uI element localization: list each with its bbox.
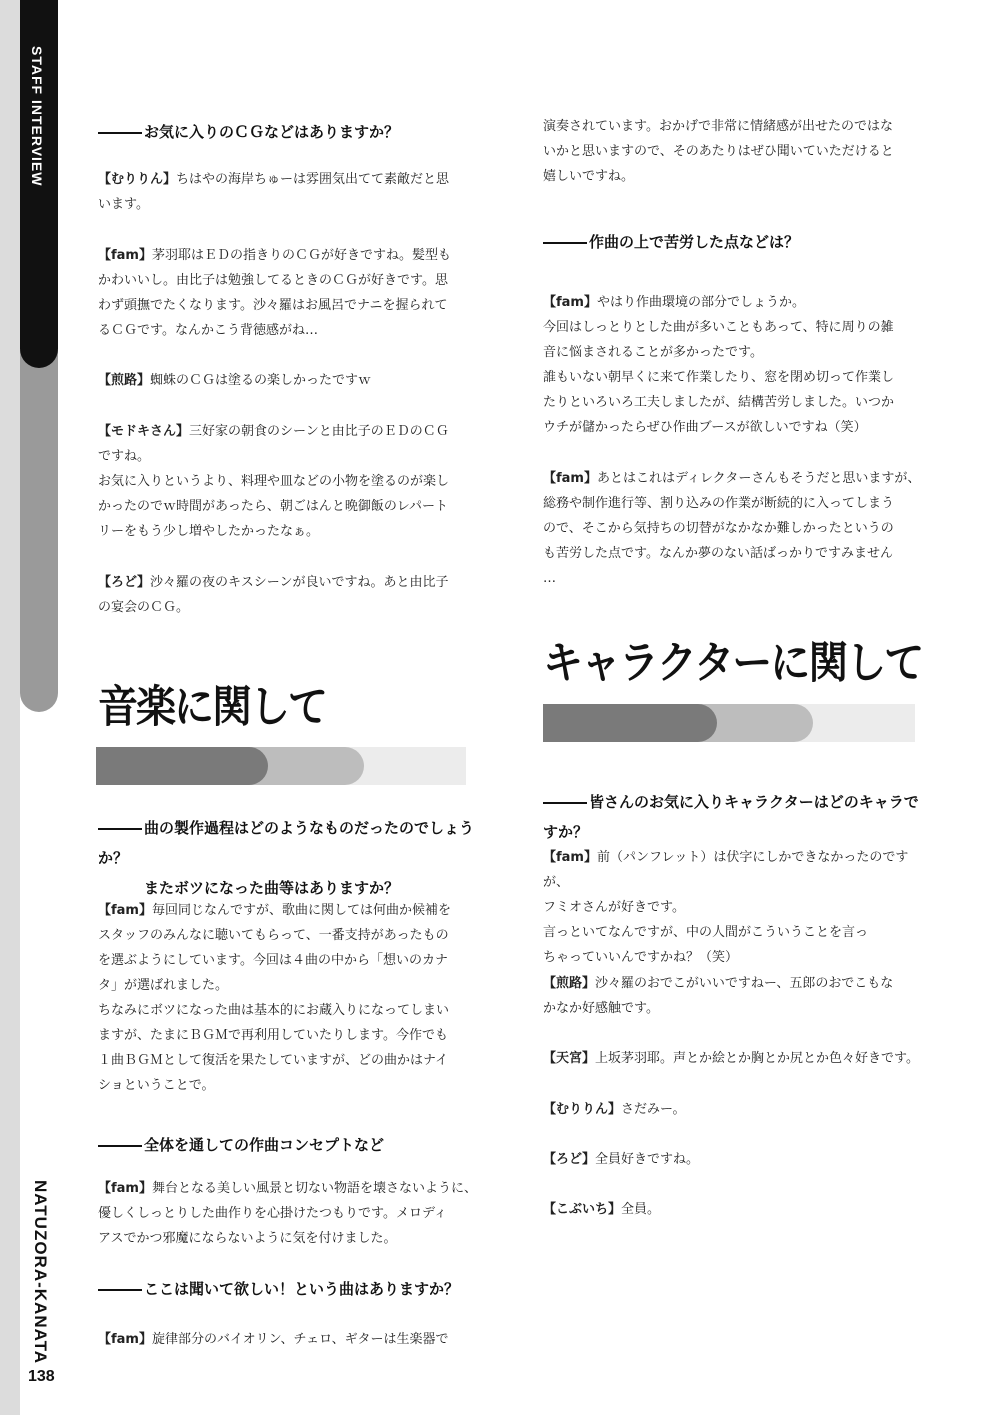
answer-line: １曲ＢＧＭとして復活を果たしていますが、どの曲かはナイ: [98, 1053, 449, 1068]
heading-bar: [543, 704, 915, 742]
answer-line: 全員好きですね。: [595, 1152, 700, 1167]
speaker: 【fam】: [98, 1181, 152, 1196]
section-heading-character: キャラクターに関して: [543, 637, 923, 689]
speaker: 【むりりん】: [543, 1102, 622, 1117]
answer-line: ショということで。: [98, 1078, 215, 1093]
answer-line: ですね。: [98, 449, 151, 464]
answer-block: [543, 1097, 686, 1122]
answer-line: たりといろいろ工夫しましたが、結構苦労しました。いつか: [543, 395, 895, 410]
answer-line: 毎回同じなんですが、歌曲に関しては何曲か候補を: [151, 903, 451, 918]
answer-line: リーをもう少し増やしたかったなぁ。: [98, 524, 320, 539]
answer-line: お気に入りというより、料理や皿などの小物を塗るのが楽し: [98, 474, 450, 489]
answer-line: も苦労した点です。なんか夢のない話ばっかりですみません: [543, 546, 893, 561]
question-favorite-character: [543, 787, 923, 847]
answer-line: ちはやの海岸ちゅーは雰囲気出てて素敵だと思: [176, 172, 450, 187]
speaker: 【fam】: [543, 471, 597, 486]
answer-line: 誰もいない朝早くに来て作業したり、窓を閉め切って作業し: [543, 370, 895, 385]
speaker: 【煎路】: [98, 373, 151, 388]
question-concept: [98, 1130, 384, 1160]
dash-rule: [543, 802, 587, 804]
speaker: 【fam】: [98, 903, 152, 918]
answer-line: 音に悩まされることが多かったです。: [543, 345, 763, 360]
question-text: 全体を通しての作曲コンセプトなど: [144, 1136, 385, 1154]
answer-block: [98, 1176, 477, 1251]
dash-rule: [98, 828, 142, 830]
answer-block: [543, 1046, 919, 1071]
question-text: お気に入りのＣＧなどはありますか？: [144, 123, 400, 141]
answer-block: [543, 971, 893, 1021]
answer-line: 沙々羅のおでこがいいですねー、五郎のおでこもな: [595, 976, 894, 991]
answer-line: ウチが儲かったらぜひ作曲ブースが欲しいですね（笑）: [543, 420, 867, 435]
section-heading-music: 音楽に関して: [98, 681, 326, 733]
speaker: 【fam】: [98, 1332, 152, 1347]
question-text: 曲の製作過程はどのようなものだったのでしょうか？: [98, 819, 475, 867]
answer-line: フミオさんが好きです。: [543, 900, 685, 915]
answer-line: かなか好感触です。: [543, 1001, 659, 1016]
answer-line: さだみー。: [621, 1102, 686, 1117]
dash-rule: [98, 132, 142, 134]
speaker: 【むりりん】: [98, 172, 177, 187]
answer-line: 茅羽耶はＥＤの指きりのＣＧが好きですね。髪型も: [151, 248, 451, 263]
dash-rule: [98, 1289, 142, 1291]
question-text: またボツになった曲等はありますか？: [144, 879, 400, 897]
answer-line: ちなみにボツになった曲は基本的にお蔵入りになってしまい: [98, 1003, 450, 1018]
answer-block: [543, 1197, 660, 1222]
answer-block: [98, 570, 449, 620]
answer-line: アスでかつ邪魔にならないように気を付けました。: [98, 1231, 397, 1246]
answer-line: 今回はしっとりとした曲が多いこともあって、特に周りの雑: [543, 320, 894, 335]
answer-line: タ」が選ばれました。: [98, 978, 229, 993]
answer-line: ますが、たまにＢＧＭで再利用していたりします。今作でも: [98, 1028, 448, 1043]
speaker: 【fam】: [98, 248, 152, 263]
answer-block: [98, 368, 371, 393]
staff-interview-label: STAFF INTERVIEW: [29, 46, 45, 187]
answer-line: 総務や制作進行等、割り込みの作業が断続的に入ってしまう: [543, 496, 895, 511]
answer-line: スタッフのみんなに聴いてもらって、一番支持があったもの: [98, 928, 449, 943]
answer-line: 蜘蛛のＣＧは塗るの楽しかったですｗ: [150, 373, 372, 388]
answer-block: [543, 1147, 699, 1172]
question-recommended-song: [98, 1274, 459, 1304]
speaker: 【ろど】: [543, 1152, 596, 1167]
question-hardships: [543, 227, 799, 257]
answer-block: [98, 898, 451, 1098]
answer-line: …: [543, 571, 556, 586]
answer-line: 沙々羅の夜のキスシーンが良いですね。あと由比子: [150, 575, 449, 590]
speaker: 【fam】: [543, 295, 597, 310]
answer-line: るＣＧです。なんかこう背徳感がね…: [98, 323, 318, 338]
speaker: 【ろど】: [98, 575, 151, 590]
answer-block: [98, 243, 451, 343]
answer-line: 嬉しいですね。: [543, 169, 635, 184]
answer-block: [98, 1327, 449, 1352]
answer-line: 全員。: [621, 1202, 661, 1217]
speaker: 【天宮】: [543, 1051, 596, 1066]
page-number: 138: [28, 1368, 55, 1385]
dash-rule: [543, 242, 587, 244]
answer-line: ちゃっていいんですかね？（笑）: [543, 950, 739, 965]
speaker: 【モドキさん】: [98, 424, 190, 439]
section-tab-grey: [20, 350, 58, 712]
side-band: [0, 0, 20, 1415]
answer-line: かったのでｗ時間があったら、朝ごはんと晩御飯のレパート: [98, 499, 448, 514]
answer-line: いかと思いますので、そのあたりはぜひ聞いていただけると: [543, 144, 894, 159]
answer-line: います。: [98, 197, 149, 212]
question-text: 皆さんのお気に入りキャラクターはどのキャラですか？: [543, 793, 919, 841]
answer-line: 演奏されています。おかげで非常に情緒感が出せたのではな: [543, 119, 893, 134]
answer-line: 三好家の朝食のシーンと由比子のＥＤのＣＧ: [189, 424, 449, 439]
question-text: ここは聞いて欲しい！という曲はありますか？: [144, 1280, 460, 1298]
answer-block: [543, 466, 920, 591]
answer-line: わず頭撫でたくなります。沙々羅はお風呂でナニを握られて: [98, 298, 448, 313]
speaker: 【こぶいち】: [543, 1202, 622, 1217]
heading-bar: [96, 747, 466, 785]
answer-line: を選ぶようにしています。今回は４曲の中から「想いのカナ: [98, 953, 448, 968]
answer-line: 言っといてなんですが、中の人間がこういうことを言っ: [543, 925, 869, 940]
answer-line: 上坂茅羽耶。声とか絵とか胸とか尻とか色々好きです。: [595, 1051, 919, 1066]
bar-dark: [543, 704, 717, 742]
answer-block: [543, 290, 894, 440]
answer-line: やはり作曲環境の部分でしょうか。: [596, 295, 805, 310]
answer-line: の宴会のＣＧ。: [98, 600, 190, 615]
answer-line: 前（パンフレット）は伏字にしかできなかったのですが、: [543, 850, 909, 890]
question-text: 作曲の上で苦労した点などは？: [589, 233, 800, 251]
answer-line: 優しくしっとりした曲作りを心掛けたつもりです。メロディ: [98, 1206, 447, 1221]
answer-continuation: [543, 114, 894, 189]
answer-block: [98, 419, 449, 544]
answer-block: [98, 167, 449, 217]
speaker: 【煎路】: [543, 976, 596, 991]
answer-line: あとはこれはディレクターさんもそうだと思いますが、: [596, 471, 921, 486]
answer-line: かわいいし。由比子は勉強してるときのＣＧが好きです。思: [98, 273, 448, 288]
title-label: NATUZORA-KANATA: [31, 1180, 50, 1365]
answer-line: ので、そこから気持ちの切替がなかなか難しかったというの: [543, 521, 894, 536]
bar-dark: [96, 747, 268, 785]
answer-line: 舞台となる美しい風景と切ない物語を壊さないように、: [151, 1181, 477, 1196]
question-favorite-cg: [98, 117, 399, 147]
question-production-process: [98, 813, 478, 903]
dash-rule: [98, 1145, 142, 1147]
answer-line: 旋律部分のバイオリン、チェロ、ギターは生楽器で: [151, 1332, 449, 1347]
speaker: 【fam】: [543, 850, 597, 865]
answer-block: [543, 845, 923, 970]
